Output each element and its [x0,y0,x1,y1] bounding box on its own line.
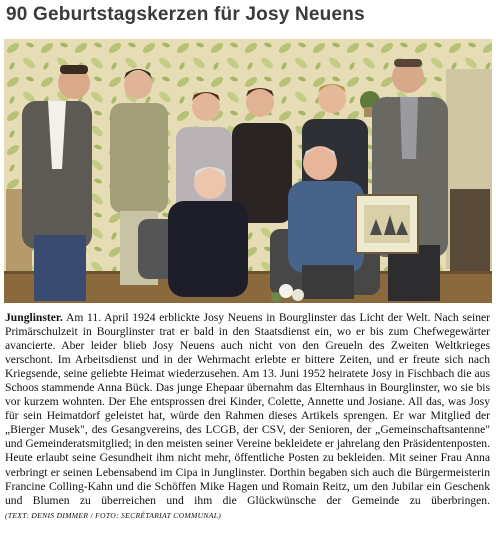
article-body: Am 11. April 1924 erblickte Josy Neuens in Bourglinster das Licht der Welt. Nach seiner Primärschulzeit in Bourglinster trat er bald in den Staatsdienst ein, wo er bis zum Chefwegewärter avancierte. Aber leider blieb Josy Neuens auch nicht von den Greueln des Zweiten Weltkrieges verschont. Im Arbeitsdienst und in der Wehrmacht erlebte er bittere Zeiten, und er freute sich nach Kriegsende, seine geliebte Heimat wiederzusehen. Am 13. Juni 1952 heiratete Josy in Fischbach die aus Schoos stammende Anna Bück. Das junge Ehepaar übernahm das Elternhaus in Bourglinster, wo sie bis vor kurzem wohnten. Der Ehe entsprossen drei Kinder, Colette, Annette und Josiane. All das, was Josy für sein Heimatdorf geleistet hat, würde den Rahmen dieses Artikels sprengen. Er war Mitglied der „Bierger Musek", des Gesangvereins, des LCGB, der CSV, der Senioren, der „Gemeinschaftsantenne" und Gemeinderatsmitglied; in den meisten seiner Vereine bekleidete er jahrelang den Präsidentenposten. Heute erlaubt seine Gesundheit ihm nicht mehr, öffentliche Posten zu bekleiden. Mit seiner Frau Anna verbringt er seinen Lebensabend im Cipa in Junglinster. Dorthin begaben sich auch die Bürgermeisterin Francine Colling-Kahn und die Schöffen Mike Hagen und Romain Reitz, um den Jubilar ein Geschenk und Blumen zu überreichen und ihm die Glückwünsche der Gemeinde zu überbringen. [5,311,490,507]
group-photo [4,39,492,303]
headline: 90 Geburtstagskerzen für Josy Neuens [6,4,365,25]
gift-frame [356,195,418,253]
article-text [5,311,490,523]
article-lead: Junglinster. [5,311,63,324]
photo-credit: (TEXT: DENIS DIMMER / FOTO: SECRÉTARIAT COMMUNAL) [5,510,222,520]
